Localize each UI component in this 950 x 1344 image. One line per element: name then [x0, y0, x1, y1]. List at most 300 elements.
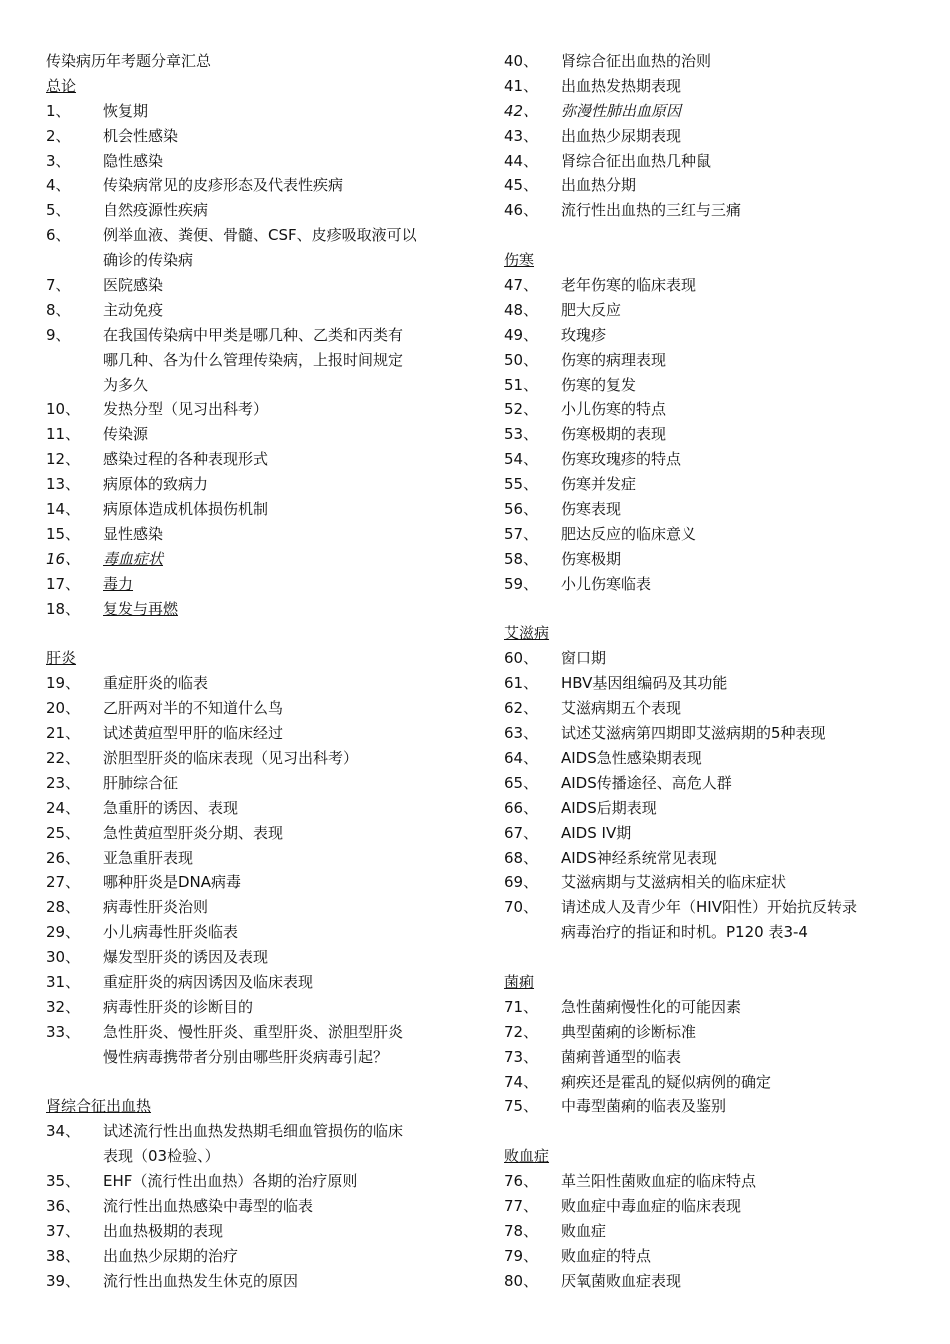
question-number: 15、	[46, 524, 81, 543]
question-number: 11、	[46, 425, 81, 444]
question-item	[46, 846, 456, 871]
section-heading: 肝炎	[46, 649, 77, 668]
question-item	[46, 970, 456, 995]
question-text	[561, 173, 924, 198]
question-number: 5、	[46, 201, 71, 220]
question-text-line: 复发与再燃	[103, 599, 179, 618]
question-number: 77、	[504, 1196, 539, 1215]
question-number: 61、	[504, 674, 539, 693]
question-text-line: 主动免疫	[103, 300, 164, 319]
question-number: 60、	[504, 649, 539, 668]
question-item	[46, 273, 456, 298]
question-text	[103, 1119, 456, 1169]
question-text	[103, 497, 456, 522]
question-text	[103, 920, 456, 945]
question-text-line: 出血热少尿期表现	[561, 126, 682, 145]
question-text	[103, 821, 456, 846]
question-number: 64、	[504, 748, 539, 767]
question-text-line: 淤胆型肝炎的临床表现（见习出科考）	[103, 748, 359, 767]
question-text-line: 发热分型（见习出科考）	[103, 400, 269, 419]
question-item	[46, 198, 456, 223]
question-number: 38、	[46, 1246, 81, 1265]
question-text-line: AIDS IV期	[561, 823, 632, 842]
question-text	[561, 1094, 924, 1119]
question-number: 27、	[46, 873, 81, 892]
question-text-line: 病原体的致病力	[103, 475, 209, 494]
question-number: 18、	[46, 599, 81, 618]
question-number: 47、	[504, 276, 539, 295]
question-text	[561, 373, 924, 398]
question-item	[46, 920, 456, 945]
question-item	[504, 646, 924, 671]
question-number: 4、	[46, 176, 71, 195]
question-text-line: 哪种肝炎是DNA病毒	[103, 873, 242, 892]
question-number: 29、	[46, 923, 81, 942]
question-item	[46, 223, 456, 273]
document-title: 传染病历年考题分章汇总	[46, 52, 212, 70]
question-number: 62、	[504, 699, 539, 718]
question-text	[103, 223, 456, 273]
question-text-line: 急性菌痢慢性化的可能因素	[561, 997, 742, 1016]
left-column	[46, 49, 456, 1294]
question-item	[504, 721, 924, 746]
question-text	[103, 572, 456, 597]
question-text	[103, 547, 456, 572]
question-text-line: 病毒治疗的指证和时机。P120 表3-4	[561, 923, 808, 942]
question-item	[504, 1219, 924, 1244]
question-text	[561, 1020, 924, 1045]
question-text-line: 病原体造成机体损伤机制	[103, 500, 269, 519]
question-text	[103, 746, 456, 771]
question-text-line: 急重肝的诱因、表现	[103, 798, 239, 817]
question-number: 33、	[46, 1022, 81, 1041]
question-text-line: AIDS传播途径、高危人群	[561, 773, 732, 792]
question-text-line: AIDS后期表现	[561, 798, 657, 817]
question-item	[46, 149, 456, 174]
question-item	[504, 74, 924, 99]
question-text-line: 请述成人及青少年（HIV阳性）开始抗反转录	[561, 898, 857, 917]
question-number: 70、	[504, 898, 539, 917]
question-text-line: 出血热少尿期的治疗	[103, 1246, 239, 1265]
question-text-line: 肾综合征出血热几种鼠	[561, 151, 712, 170]
question-number: 28、	[46, 898, 81, 917]
question-number: 10、	[46, 400, 81, 419]
question-text	[561, 422, 924, 447]
question-item	[46, 721, 456, 746]
question-text-line: 肝肺综合征	[103, 773, 179, 792]
question-item	[504, 497, 924, 522]
question-number: 2、	[46, 126, 71, 145]
question-text	[103, 99, 456, 124]
question-number: 8、	[46, 300, 71, 319]
question-text-line: 毒血症状	[103, 549, 164, 568]
question-text-line: 伤寒玫瑰疹的特点	[561, 450, 682, 469]
question-text	[561, 198, 924, 223]
question-text-line: 慢性病毒携带者分别由哪些肝炎病毒引起？	[103, 1047, 389, 1066]
question-text-line: 伤寒并发症	[561, 475, 637, 494]
question-number: 21、	[46, 724, 81, 743]
question-text-line: 感染过程的各种表现形式	[103, 450, 269, 469]
question-item	[46, 895, 456, 920]
blank-line	[504, 223, 924, 248]
question-number: 16、	[46, 549, 81, 568]
question-item	[504, 422, 924, 447]
question-text-line: 机会性感染	[103, 126, 179, 145]
question-item	[46, 323, 456, 398]
question-item	[504, 895, 924, 945]
question-number: 1、	[46, 101, 71, 120]
question-text-line: 革兰阳性菌败血症的临床特点	[561, 1172, 757, 1191]
question-item	[504, 870, 924, 895]
question-text	[103, 173, 456, 198]
question-item	[46, 796, 456, 821]
question-number: 9、	[46, 325, 71, 344]
question-number: 51、	[504, 375, 539, 394]
question-text	[561, 846, 924, 871]
question-item	[46, 447, 456, 472]
question-text-line: 试述艾滋病第四期即艾滋病期的5种表现	[561, 724, 826, 743]
question-number: 68、	[504, 848, 539, 867]
question-text	[561, 1219, 924, 1244]
question-text-line: 急性肝炎、慢性肝炎、重型肝炎、淤胆型肝炎	[103, 1022, 404, 1041]
question-text-line: 伤寒极期	[561, 549, 622, 568]
question-text-line: 爆发型肝炎的诱因及表现	[103, 948, 269, 967]
question-text-line: 出血热发热期表现	[561, 76, 682, 95]
question-number: 44、	[504, 151, 539, 170]
question-text-line: 表现（03检验、）	[103, 1147, 220, 1166]
question-text	[561, 99, 924, 124]
question-item	[504, 547, 924, 572]
question-text	[561, 522, 924, 547]
question-text-line: 小儿病毒性肝炎临表	[103, 923, 239, 942]
question-text-line: 败血症的特点	[561, 1246, 652, 1265]
section-heading: 败血症	[504, 1147, 550, 1166]
question-text	[561, 547, 924, 572]
question-number: 17、	[46, 574, 81, 593]
question-item	[504, 124, 924, 149]
question-number: 36、	[46, 1196, 81, 1215]
question-number: 19、	[46, 674, 81, 693]
question-item	[504, 1070, 924, 1095]
question-text	[103, 995, 456, 1020]
question-item	[46, 497, 456, 522]
question-number: 41、	[504, 76, 539, 95]
question-text-line: 伤寒表现	[561, 500, 622, 519]
question-text	[561, 821, 924, 846]
question-text-line: 艾滋病期与艾滋病相关的临床症状	[561, 873, 787, 892]
question-item	[46, 124, 456, 149]
question-text-line: 流行性出血热发生休克的原因	[103, 1271, 299, 1290]
question-text	[561, 74, 924, 99]
question-item	[504, 696, 924, 721]
question-item	[504, 447, 924, 472]
blank-line	[504, 597, 924, 622]
question-text-line: 重症肝炎的临表	[103, 674, 209, 693]
question-item	[504, 522, 924, 547]
question-text-line: 典型菌痢的诊断标准	[561, 1022, 697, 1041]
question-text	[561, 895, 924, 945]
question-text-line: 老年伤寒的临床表现	[561, 276, 697, 295]
question-text	[561, 397, 924, 422]
question-text-line: 痢疾还是霍乱的疑似病例的确定	[561, 1072, 772, 1091]
question-number: 55、	[504, 475, 539, 494]
question-text	[561, 746, 924, 771]
question-text-line: 传染病常见的皮疹形态及代表性疾病	[103, 176, 344, 195]
section-heading: 艾滋病	[504, 624, 550, 643]
question-number: 76、	[504, 1172, 539, 1191]
question-text	[561, 646, 924, 671]
question-item	[504, 1194, 924, 1219]
question-text	[561, 447, 924, 472]
question-item	[46, 1169, 456, 1194]
question-text-line: EHF（流行性出血热）各期的治疗原则	[103, 1172, 358, 1191]
blank-line	[504, 1119, 924, 1144]
question-text-line: 菌痢普通型的临表	[561, 1047, 682, 1066]
question-text	[103, 422, 456, 447]
question-text	[103, 970, 456, 995]
question-item	[46, 696, 456, 721]
question-text-line: 小儿伤寒的特点	[561, 400, 667, 419]
question-item	[504, 1169, 924, 1194]
question-text	[561, 1269, 924, 1294]
section-heading: 总论	[46, 76, 77, 95]
question-text	[103, 397, 456, 422]
question-text-line: 重症肝炎的病因诱因及临床表现	[103, 972, 314, 991]
question-text-line: 败血症中毒血症的临床表现	[561, 1196, 742, 1215]
question-item	[504, 397, 924, 422]
question-text	[561, 671, 924, 696]
question-number: 25、	[46, 823, 81, 842]
question-text	[103, 870, 456, 895]
question-text	[561, 497, 924, 522]
question-number: 66、	[504, 798, 539, 817]
question-item	[504, 273, 924, 298]
question-item	[504, 671, 924, 696]
question-number: 79、	[504, 1246, 539, 1265]
question-text-line: 传染源	[103, 425, 149, 444]
question-text-line: 流行性出血热的三红与三痛	[561, 201, 742, 220]
question-item	[46, 99, 456, 124]
question-number: 59、	[504, 574, 539, 593]
question-text	[103, 696, 456, 721]
question-item	[46, 522, 456, 547]
question-item	[46, 1244, 456, 1269]
question-item	[46, 572, 456, 597]
question-number: 12、	[46, 450, 81, 469]
question-number: 31、	[46, 972, 81, 991]
question-text	[561, 1244, 924, 1269]
question-number: 14、	[46, 500, 81, 519]
question-text	[561, 995, 924, 1020]
question-item	[504, 1244, 924, 1269]
question-text	[103, 1194, 456, 1219]
question-item	[504, 198, 924, 223]
question-text	[103, 796, 456, 821]
question-text	[103, 895, 456, 920]
question-text	[561, 796, 924, 821]
question-text	[103, 1020, 456, 1070]
question-number: 75、	[504, 1097, 539, 1116]
question-number: 37、	[46, 1221, 81, 1240]
question-text	[561, 323, 924, 348]
question-item	[504, 1045, 924, 1070]
question-item	[504, 771, 924, 796]
right-column	[504, 49, 924, 1294]
question-item	[504, 472, 924, 497]
question-number: 72、	[504, 1022, 539, 1041]
question-text	[103, 124, 456, 149]
question-text	[561, 572, 924, 597]
question-item	[46, 1020, 456, 1070]
question-item	[504, 173, 924, 198]
question-item	[46, 422, 456, 447]
question-text-line: HBV基因组编码及其功能	[561, 674, 728, 693]
question-text	[103, 721, 456, 746]
question-text	[561, 1194, 924, 1219]
question-text-line: 病毒性肝炎的诊断目的	[103, 997, 254, 1016]
question-item	[504, 746, 924, 771]
question-number: 6、	[46, 226, 71, 245]
question-text-line: 病毒性肝炎治则	[103, 898, 209, 917]
question-item	[46, 771, 456, 796]
question-text-line: 乙肝两对半的不知道什么鸟	[103, 699, 284, 718]
question-text-line: 亚急重肝表现	[103, 848, 194, 867]
question-number: 52、	[504, 400, 539, 419]
question-item	[504, 49, 924, 74]
question-item	[504, 1269, 924, 1294]
blank-line	[504, 945, 924, 970]
question-text-line: 出血热分期	[561, 176, 637, 195]
question-item	[46, 995, 456, 1020]
question-text	[103, 198, 456, 223]
question-number: 30、	[46, 948, 81, 967]
question-item	[46, 1119, 456, 1169]
question-item	[46, 597, 456, 622]
question-text	[561, 721, 924, 746]
question-item	[46, 746, 456, 771]
question-text-line: 试述流行性出血热发热期毛细血管损伤的临床	[103, 1122, 404, 1141]
question-text	[103, 472, 456, 497]
question-text-line: AIDS急性感染期表现	[561, 748, 702, 767]
question-number: 71、	[504, 997, 539, 1016]
question-number: 39、	[46, 1271, 81, 1290]
question-text	[561, 298, 924, 323]
question-item	[46, 821, 456, 846]
question-number: 67、	[504, 823, 539, 842]
question-text	[561, 1045, 924, 1070]
question-item	[504, 846, 924, 871]
question-text-line: 自然疫源性疾病	[103, 201, 209, 220]
question-item	[504, 323, 924, 348]
question-text-line: 厌氧菌败血症表现	[561, 1271, 682, 1290]
section-heading: 肾综合征出血热	[46, 1097, 152, 1116]
question-item	[46, 298, 456, 323]
question-item	[504, 995, 924, 1020]
question-text-line: 伤寒的病理表现	[561, 350, 667, 369]
question-text-line: 出血热极期的表现	[103, 1221, 224, 1240]
question-text	[561, 124, 924, 149]
question-text-line: 试述黄疸型甲肝的临床经过	[103, 724, 284, 743]
question-number: 46、	[504, 201, 539, 220]
question-number: 45、	[504, 176, 539, 195]
question-number: 32、	[46, 997, 81, 1016]
question-number: 40、	[504, 52, 539, 70]
question-item	[504, 1020, 924, 1045]
question-text	[561, 348, 924, 373]
question-item	[46, 945, 456, 970]
question-text-line: 伤寒的复发	[561, 375, 637, 394]
question-number: 42、	[504, 101, 539, 120]
question-text	[561, 870, 924, 895]
question-number: 13、	[46, 475, 81, 494]
question-number: 80、	[504, 1271, 539, 1290]
blank-line	[46, 621, 456, 646]
question-number: 78、	[504, 1221, 539, 1240]
question-text	[103, 1269, 456, 1294]
question-item	[504, 572, 924, 597]
question-number: 34、	[46, 1122, 81, 1141]
question-text	[103, 945, 456, 970]
question-text-line: 弥漫性肺出血原因	[561, 101, 682, 120]
question-text-line: 哪几种、各为什么管理传染病，上报时间规定	[103, 350, 404, 369]
question-item	[504, 1094, 924, 1119]
question-item	[46, 173, 456, 198]
question-text-line: 恢复期	[103, 101, 149, 120]
question-text-line: 艾滋病期五个表现	[561, 699, 682, 718]
question-item	[504, 821, 924, 846]
question-number: 53、	[504, 425, 539, 444]
question-number: 35、	[46, 1172, 81, 1191]
question-text	[103, 846, 456, 871]
question-number: 7、	[46, 276, 71, 295]
question-text-line: 中毒型菌痢的临表及鉴别	[561, 1097, 727, 1116]
question-item	[46, 671, 456, 696]
question-text-line: 窗口期	[561, 649, 607, 668]
question-text	[103, 149, 456, 174]
question-item	[46, 472, 456, 497]
question-item	[46, 1219, 456, 1244]
question-text-line: 在我国传染病中甲类是哪几种、乙类和丙类有	[103, 325, 404, 344]
question-text	[103, 597, 456, 622]
question-item	[504, 796, 924, 821]
question-number: 23、	[46, 773, 81, 792]
question-text-line: 玫瑰疹	[561, 325, 607, 344]
question-text-line: 医院感染	[103, 276, 164, 295]
question-number: 57、	[504, 524, 539, 543]
question-text	[561, 696, 924, 721]
question-text-line: 隐性感染	[103, 151, 164, 170]
question-item	[504, 99, 924, 124]
question-item	[504, 373, 924, 398]
question-text	[103, 298, 456, 323]
question-text	[103, 1244, 456, 1269]
question-text	[103, 522, 456, 547]
question-text	[103, 671, 456, 696]
question-item	[46, 870, 456, 895]
question-text-line: 伤寒极期的表现	[561, 425, 667, 444]
question-number: 69、	[504, 873, 539, 892]
question-text	[103, 1169, 456, 1194]
question-text-line: 急性黄疸型肝炎分期、表现	[103, 823, 284, 842]
question-number: 54、	[504, 450, 539, 469]
question-text-line: 流行性出血热感染中毒型的临表	[103, 1196, 314, 1215]
section-heading: 菌痢	[504, 972, 535, 991]
question-text-line: 肥大反应	[561, 300, 622, 319]
question-number: 43、	[504, 126, 539, 145]
question-text-line: 为多久	[103, 375, 149, 394]
question-item	[504, 298, 924, 323]
question-item	[46, 1269, 456, 1294]
